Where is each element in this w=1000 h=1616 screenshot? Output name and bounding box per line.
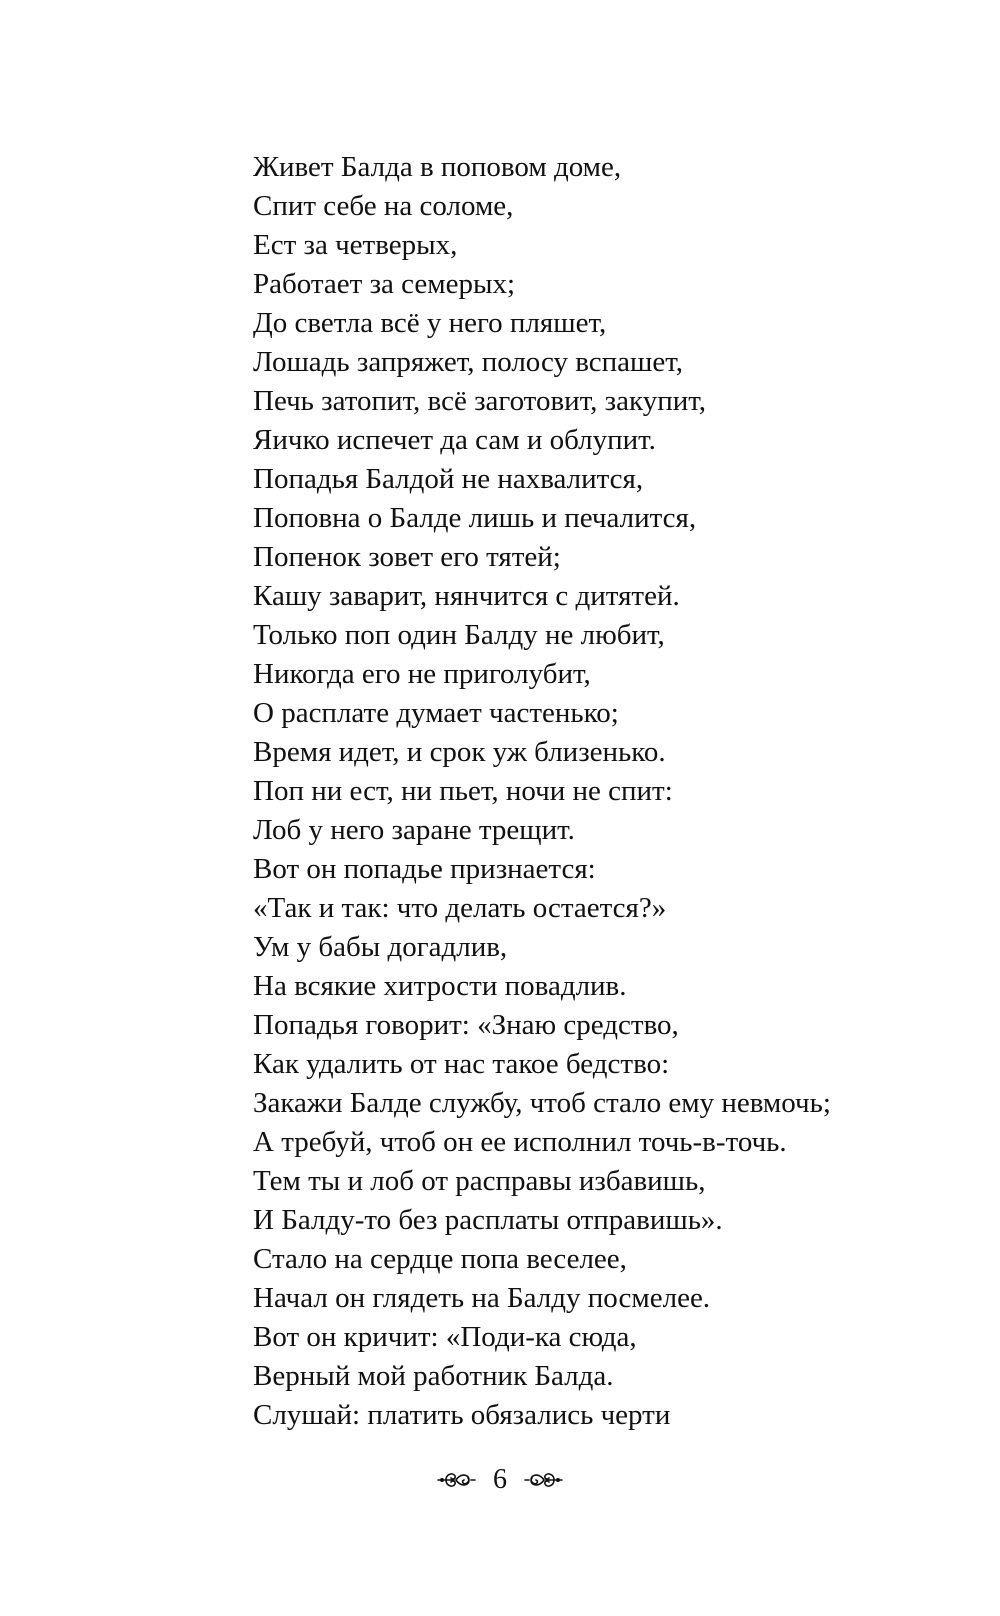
- poem-line: Кашу заварит, нянчится с дитятей.: [253, 580, 680, 612]
- page-footer: [0, 1460, 1000, 1500]
- poem-text: [253, 148, 953, 1435]
- page-number: 6: [493, 1464, 507, 1495]
- poem-line: Работает за семерых;: [253, 268, 516, 300]
- poem-line: «Так и так: что делать остается?»: [253, 892, 667, 924]
- poem-line: Ест за четверых,: [253, 229, 458, 261]
- poem-line: Слушай: платить обязались черти: [253, 1399, 671, 1431]
- poem-line: Начал он глядеть на Балду посмелее.: [253, 1282, 711, 1314]
- poem-line: Закажи Балде службу, чтоб стало ему невмочь;: [253, 1087, 831, 1119]
- poem-line: Попенок зовет его тятей;: [253, 541, 561, 573]
- poem-line: Только поп один Балду не любит,: [253, 619, 665, 651]
- poem-line: Живет Балда в поповом доме,: [253, 151, 622, 183]
- poem-line: О расплате думает частенько;: [253, 697, 619, 729]
- poem-line: И Балду-то без расплаты отправишь».: [253, 1204, 723, 1236]
- poem-line: Ум у бабы догадлив,: [253, 931, 508, 963]
- poem-line: Тем ты и лоб от расправы избавишь,: [253, 1165, 706, 1197]
- poem-line: Стало на сердце попа веселее,: [253, 1243, 627, 1275]
- poem-line: Верный мой работник Балда.: [253, 1360, 614, 1392]
- poem-line: Печь затопит, всё заготовит, закупит,: [253, 385, 706, 417]
- poem-line: Попадья Балдой не нахвалится,: [253, 463, 644, 495]
- poem-line: Попадья говорит: «Знаю средство,: [253, 1009, 679, 1041]
- poem-line: Яичко испечет да сам и облупит.: [253, 424, 656, 456]
- scroll-ornament-icon: [524, 1466, 564, 1494]
- poem-line: Никогда его не приголубит,: [253, 658, 591, 690]
- poem-line: Время идет, и срок уж близенько.: [253, 736, 666, 768]
- poem-line: Вот он попадье признается:: [253, 853, 596, 885]
- poem-line: Лошадь запряжет, полосу вспашет,: [253, 346, 684, 378]
- poem-line: Как удалить от нас такое бедство:: [253, 1048, 670, 1080]
- poem-line: До светла всё у него пляшет,: [253, 307, 607, 339]
- poem-line: Спит себе на соломе,: [253, 190, 514, 222]
- scroll-ornament-icon: [436, 1466, 476, 1494]
- poem-line: Поп ни ест, ни пьет, ночи не спит:: [253, 775, 673, 807]
- poem-line: А требуй, чтоб он ее исполнил точь-в-точь.: [253, 1126, 787, 1158]
- poem-line: Лоб у него заране трещит.: [253, 814, 575, 846]
- poem-line: Вот он кричит: «Поди-ка сюда,: [253, 1321, 637, 1353]
- poem-line: На всякие хитрости повадлив.: [253, 970, 627, 1002]
- poem-line: Поповна о Балде лишь и печалится,: [253, 502, 697, 534]
